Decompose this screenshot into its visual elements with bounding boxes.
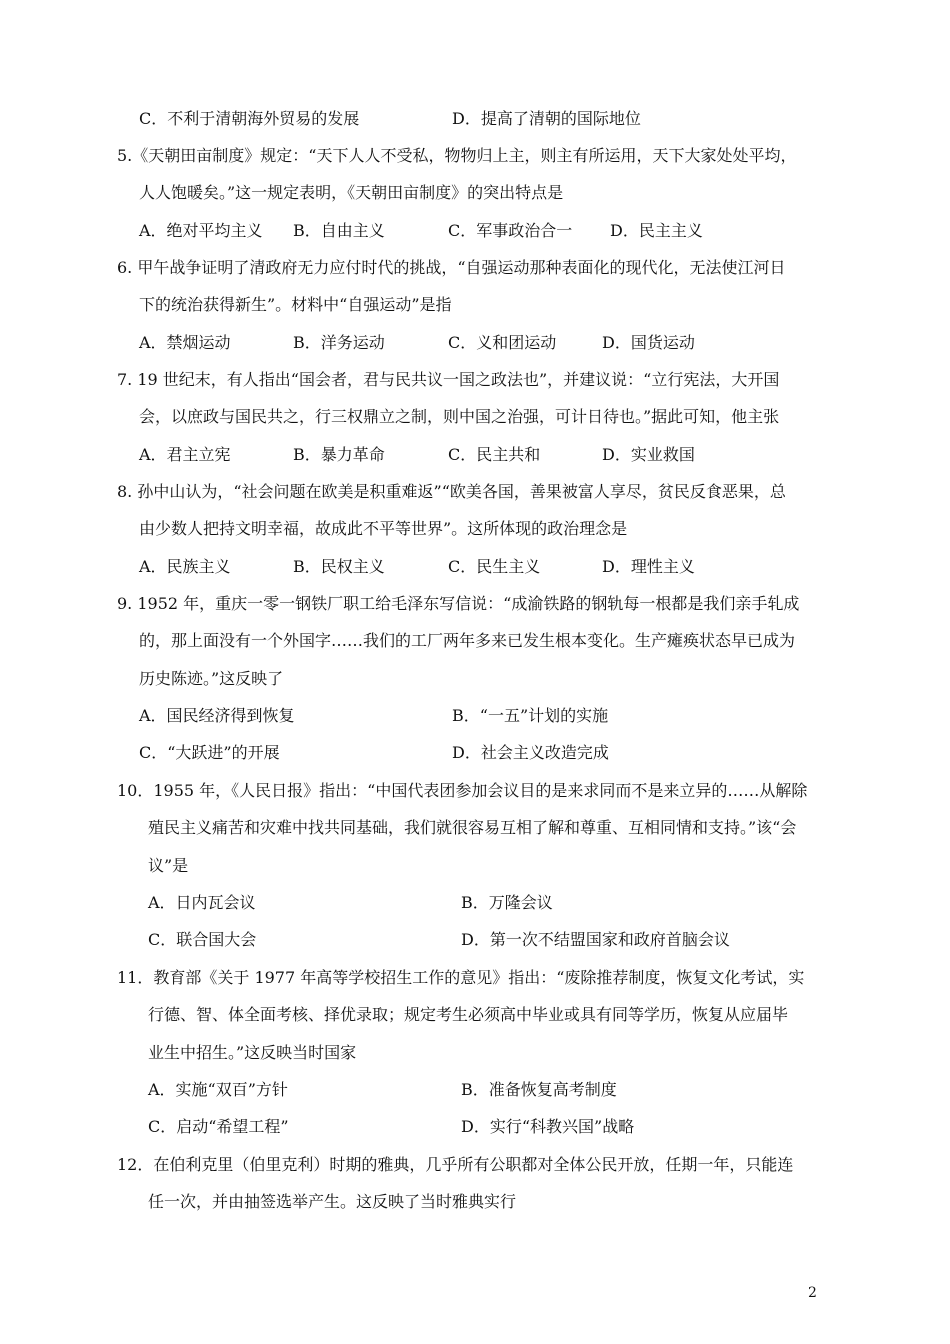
q11-option-c: C．启动“希望工程” bbox=[148, 1117, 289, 1136]
q6-option-d: D．国货运动 bbox=[602, 333, 695, 352]
q5-stem-line2: 人人饱暖矣。”这一规定表明，《天朝田亩制度》的突出特点是 bbox=[139, 183, 564, 202]
q10-option-a: A．日内瓦会议 bbox=[148, 893, 256, 912]
q8-stem-line1: 8. 孙中山认为，“社会问题在欧美是积重难返”“欧美各国，善果被富人享尽，贫民反食恶果，总 bbox=[117, 482, 786, 501]
q7-stem-line2: 会，以庶政与国民共之，行三权鼎立之制，则中国之治强，可计日待也。”据此可知，他主张 bbox=[139, 407, 780, 426]
q5-option-b: B．自由主义 bbox=[293, 221, 385, 240]
q6-option-c: C．义和团运动 bbox=[448, 333, 557, 352]
q5-stem-line1: 5.《天朝田亩制度》规定：“天下人人不受私，物物归上主，则主有所运用，天下大家处处平均， bbox=[117, 146, 797, 165]
q11-option-a: A．实施“双百”方针 bbox=[148, 1080, 288, 1099]
q8-option-c: C．民生主义 bbox=[448, 557, 541, 576]
q10-option-d: D．第一次不结盟国家和政府首脑会议 bbox=[461, 930, 730, 949]
q9-option-d: D．社会主义改造完成 bbox=[452, 743, 609, 762]
q10-option-b: B．万隆会议 bbox=[461, 893, 553, 912]
q11-stem-line1: 11．教育部《关于 1977 年高等学校招生工作的意见》指出：“废除推荐制度，恢复文化考试，实 bbox=[117, 968, 805, 987]
q5-option-d: D．民主主义 bbox=[610, 221, 703, 240]
q4-option-d: D．提高了清朝的国际地位 bbox=[452, 109, 641, 128]
q10-stem-line2: 殖民主义痛苦和灾难中找共同基础，我们就很容易互相了解和尊重、互相同情和支持。”该“会 bbox=[148, 818, 797, 837]
q7-option-c: C．民主共和 bbox=[448, 445, 541, 464]
q10-stem-line1: 10．1955 年，《人民日报》指出：“中国代表团参加会议目的是来求同而不是来立异的……从解除 bbox=[117, 781, 808, 800]
q7-stem-line1: 7. 19 世纪末，有人指出“国会者，君与民共议一国之政法也”，并建议说：“立行宪法，大开国 bbox=[117, 370, 780, 389]
q9-stem-line2: 的，那上面没有一个外国字……我们的工厂两年多来已发生根本变化。生产瘫痪状态早已成为 bbox=[139, 631, 796, 650]
q11-option-b: B．准备恢复高考制度 bbox=[461, 1080, 617, 1099]
q9-option-a: A．国民经济得到恢复 bbox=[139, 706, 295, 725]
q5-option-a: A．绝对平均主义 bbox=[139, 221, 263, 240]
q4-option-c: C．不利于清朝海外贸易的发展 bbox=[139, 109, 360, 128]
q8-option-a: A．民族主义 bbox=[139, 557, 231, 576]
q8-stem-line2: 由少数人把持文明幸福，故成此不平等世界”。这所体现的政治理念是 bbox=[139, 519, 628, 538]
q11-stem-line2: 行德、智、体全面考核、择优录取；规定考生必须高中毕业或具有同等学历，恢复从应届毕 bbox=[148, 1005, 789, 1024]
q5-option-c: C．军事政治合一 bbox=[448, 221, 573, 240]
q12-stem-line2: 任一次，并由抽签选举产生。这反映了当时雅典实行 bbox=[148, 1192, 517, 1211]
q6-option-a: A．禁烟运动 bbox=[139, 333, 231, 352]
q9-stem-line3: 历史陈迹。”这反映了 bbox=[139, 669, 284, 688]
q10-option-c: C．联合国大会 bbox=[148, 930, 257, 949]
q7-option-a: A．君主立宪 bbox=[139, 445, 231, 464]
q7-option-d: D．实业救国 bbox=[602, 445, 695, 464]
q11-option-d: D．实行“科教兴国”战略 bbox=[461, 1117, 635, 1136]
q7-option-b: B．暴力革命 bbox=[293, 445, 385, 464]
q6-stem-line1: 6. 甲午战争证明了清政府无力应付时代的挑战，“自强运动那种表面化的现代化，无法使江河日 bbox=[117, 258, 786, 277]
q6-stem-line2: 下的统治获得新生”。材料中“自强运动”是指 bbox=[139, 295, 452, 314]
q9-option-b: B．“一五”计划的实施 bbox=[452, 706, 609, 725]
q6-option-b: B．洋务运动 bbox=[293, 333, 385, 352]
q10-stem-line3: 议”是 bbox=[148, 856, 189, 875]
q9-stem-line1: 9. 1952 年，重庆一零一钢铁厂职工给毛泽东写信说：“成渝铁路的钢轨每一根都是我们亲手轧成 bbox=[117, 594, 800, 613]
page-number: 2 bbox=[808, 1285, 817, 1301]
q11-stem-line3: 业生中招生。”这反映当时国家 bbox=[148, 1043, 357, 1062]
q8-option-b: B．民权主义 bbox=[293, 557, 385, 576]
q12-stem-line1: 12．在伯利克里（伯里克利）时期的雅典，几乎所有公职都对全体公民开放，任期一年，只能连 bbox=[117, 1155, 794, 1174]
q8-option-d: D．理性主义 bbox=[602, 557, 695, 576]
q9-option-c: C．“大跃进”的开展 bbox=[139, 743, 280, 762]
